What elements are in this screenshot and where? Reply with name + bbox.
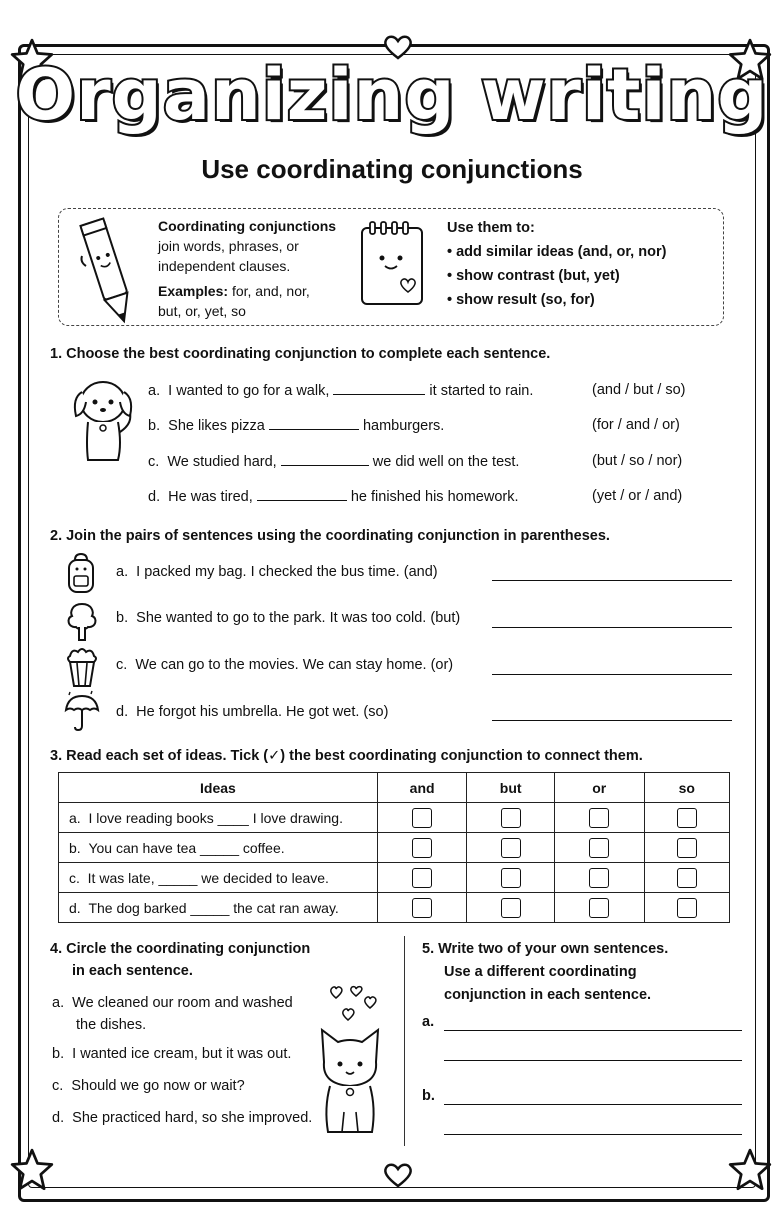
checkbox[interactable] — [589, 808, 609, 828]
backpack-icon — [64, 552, 98, 594]
question-1c-options: (but / so / nor) — [592, 453, 683, 469]
column-divider — [404, 936, 405, 1146]
question-2c: c. We can go to the movies. We can stay home. (or) — [116, 657, 454, 673]
question-1-prompt: 1. Choose the best coordinating conjunction to complete each sentence. — [50, 346, 551, 362]
ideas-table — [58, 772, 730, 923]
definition-text: Coordinating conjunctions join words, phrases, or independent clauses. — [158, 218, 337, 274]
table-row: b. You can have tea _____ coffee. — [59, 833, 730, 863]
kitten-icon — [312, 984, 392, 1136]
star-icon — [728, 1148, 772, 1192]
table-row: d. The dog barked _____ the cat ran away. — [59, 893, 730, 923]
checkbox[interactable] — [501, 838, 521, 858]
tree-icon — [64, 600, 100, 642]
answer-blank[interactable] — [281, 453, 369, 466]
checkbox[interactable] — [412, 868, 432, 888]
checkbox[interactable] — [501, 808, 521, 828]
notebook-icon — [354, 218, 428, 310]
checkbox[interactable] — [677, 838, 697, 858]
question-4b: b. I wanted ice cream, but it was out. — [52, 1046, 292, 1062]
question-1d-options: (yet / or / and) — [592, 488, 683, 504]
question-2a: a. I packed my bag. I checked the bus time. (and) — [116, 564, 438, 580]
checkbox[interactable] — [589, 838, 609, 858]
heart-icon — [382, 1162, 414, 1188]
answer-blank[interactable] — [257, 488, 347, 501]
checkbox[interactable] — [589, 898, 609, 918]
popcorn-icon — [64, 646, 100, 688]
answer-line[interactable] — [444, 1060, 742, 1061]
question-3-prompt: 3. Read each set of ideas. Tick (✓) the best coordinating conjunction to connect them. — [50, 748, 643, 764]
question-4d: d. She practiced hard, so she improved. — [52, 1110, 313, 1126]
checkbox[interactable] — [412, 808, 432, 828]
answer-blank[interactable] — [269, 417, 359, 430]
question-1a: a. I wanted to go for a walk, it started to rain. — [148, 383, 534, 399]
table-row: a. I love reading books ____ I love drawing. — [59, 803, 730, 833]
checkbox[interactable] — [589, 868, 609, 888]
puppy-icon — [66, 372, 140, 468]
answer-blank[interactable] — [333, 382, 425, 395]
checkbox[interactable] — [677, 898, 697, 918]
answer-line[interactable] — [492, 580, 732, 581]
question-1b-options: (for / and / or) — [592, 417, 680, 433]
question-4a: a. We cleaned our room and washed the dishes. — [52, 995, 293, 1033]
question-1a-options: (and / but / so) — [592, 382, 686, 398]
column-header: Ideas — [59, 773, 378, 803]
page-title: Organizing writing — [15, 54, 769, 136]
checkbox[interactable] — [412, 898, 432, 918]
column-header: but — [467, 773, 555, 803]
question-2-prompt: 2. Join the pairs of sentences using the coordinating conjunction in parentheses. — [50, 528, 610, 544]
umbrella-icon — [62, 690, 102, 734]
column-header: so — [644, 773, 729, 803]
question-2b: b. She wanted to go to the park. It was too cold. (but) — [116, 610, 461, 626]
checkbox[interactable] — [501, 868, 521, 888]
checkbox[interactable] — [677, 808, 697, 828]
page-subtitle: Use coordinating conjunctions — [201, 154, 583, 184]
question-4-prompt: 4. Circle the coordinating conjunction in each sentence. — [50, 941, 311, 979]
answer-line[interactable] — [444, 1030, 742, 1031]
question-1b: b. She likes pizza hamburgers. — [148, 418, 445, 434]
question-1c: c. We studied hard, we did well on the test. — [148, 454, 520, 470]
question-5-prompt: 5. Write two of your own sentences. Use a different coordinating conjunction in each sentence. — [422, 941, 669, 1003]
answer-line[interactable] — [492, 627, 732, 628]
answer-line[interactable] — [492, 720, 732, 721]
pencil-icon — [72, 212, 142, 330]
table-row: c. It was late, _____ we decided to leave. — [59, 863, 730, 893]
column-header: and — [377, 773, 467, 803]
checkbox[interactable] — [501, 898, 521, 918]
answer-line[interactable] — [492, 674, 732, 675]
uses-list: Use them to: • add similar ideas (and, or, nor) • show contrast (but, yet) • show result (so, for) — [447, 220, 667, 308]
question-4c: c. Should we go now or wait? — [52, 1078, 245, 1094]
question-2d: d. He forgot his umbrella. He got wet. (so) — [116, 704, 389, 720]
checkbox[interactable] — [412, 838, 432, 858]
question-5b-label: b. — [422, 1088, 435, 1104]
question-5a-label: a. — [422, 1014, 435, 1030]
column-header: or — [554, 773, 644, 803]
answer-line[interactable] — [444, 1134, 742, 1135]
table-header-row — [59, 773, 730, 803]
checkbox[interactable] — [677, 868, 697, 888]
answer-line[interactable] — [444, 1104, 742, 1105]
star-icon — [10, 1148, 54, 1192]
question-1d: d. He was tired, he finished his homework. — [148, 489, 519, 505]
examples-text: Examples: for, and, nor, but, or, yet, so — [158, 283, 310, 319]
